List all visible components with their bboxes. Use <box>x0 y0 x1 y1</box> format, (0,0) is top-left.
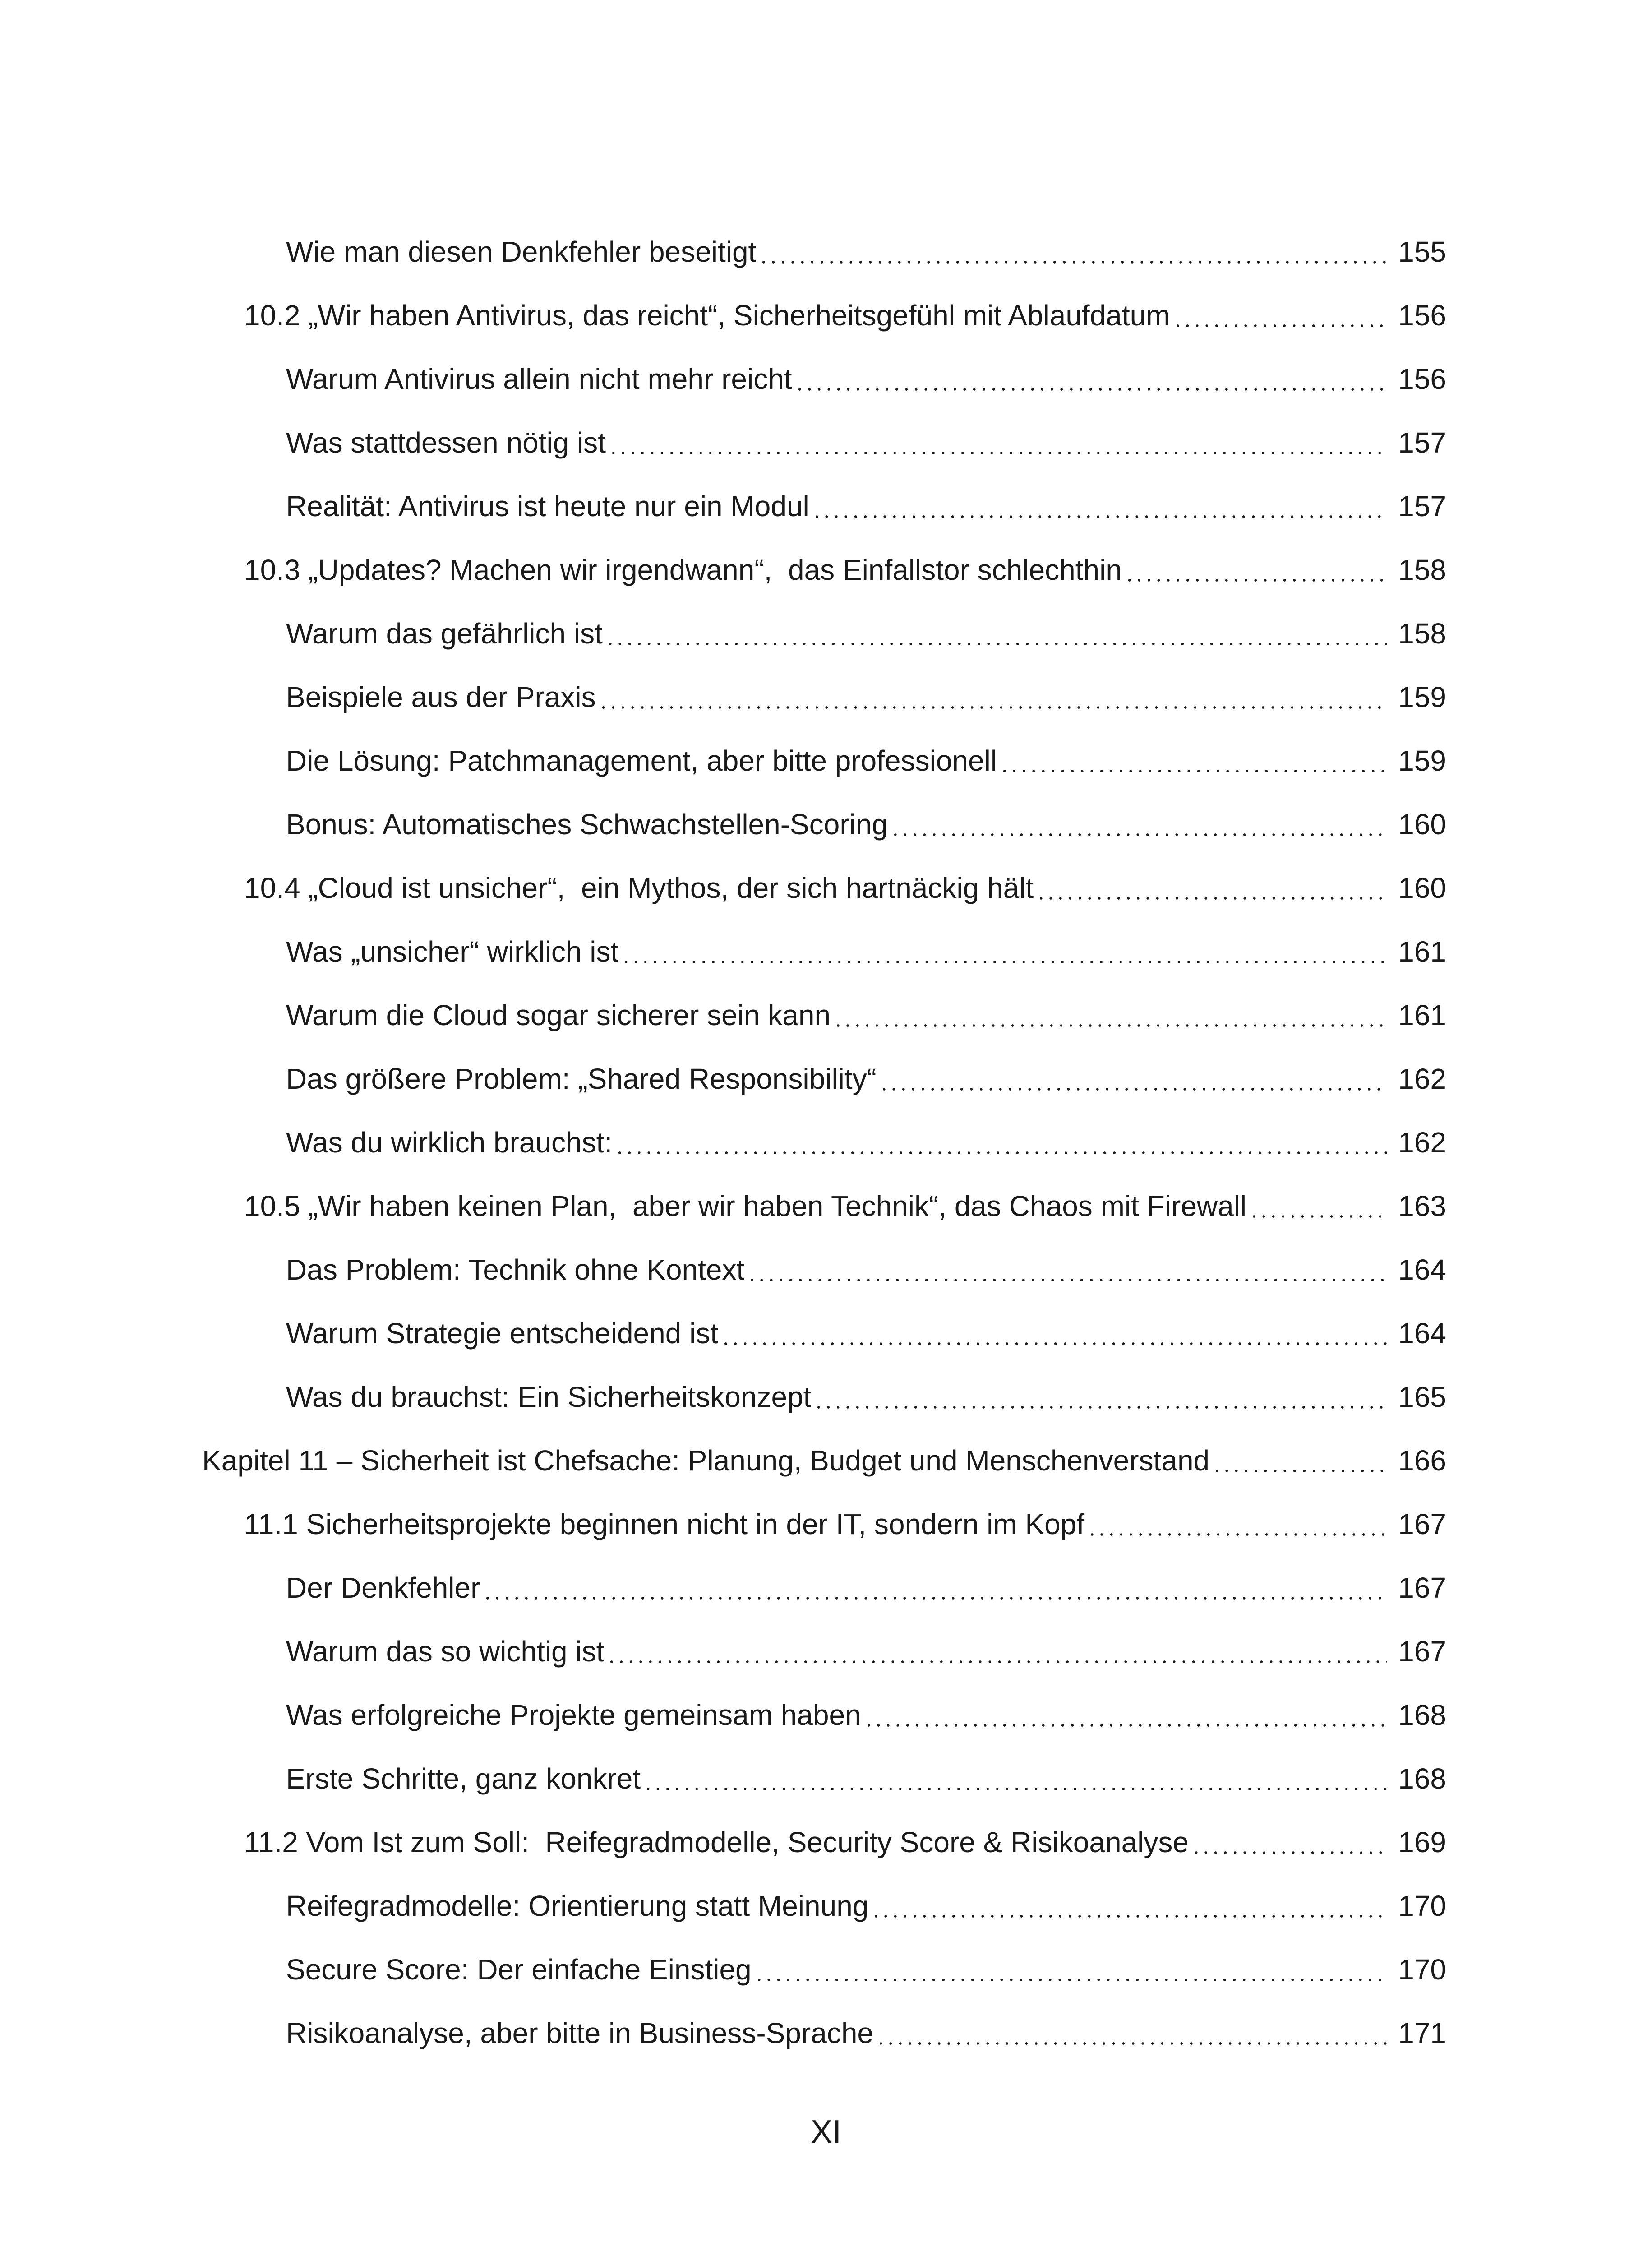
toc-entry-page-number: 160 <box>1398 872 1446 904</box>
toc-dot-leader <box>814 1379 1387 1415</box>
toc-entry[interactable] <box>286 2006 1446 2051</box>
toc-entry-page-number: 166 <box>1398 1444 1446 1477</box>
toc-entry[interactable] <box>244 288 1446 333</box>
toc-entry-title: Warum die Cloud sogar sicherer sein kann <box>286 999 831 1031</box>
toc-entry-page-number: 168 <box>1398 1699 1446 1731</box>
toc-entry-title: Warum Strategie entscheidend ist <box>286 1317 719 1350</box>
page-number: XI <box>810 2114 842 2150</box>
toc-entry-title: 10.3 „Updates? Machen wir irgendwann“, das Einfallstor schlechthin <box>244 554 1122 586</box>
toc-entry-page-number: 159 <box>1398 681 1446 713</box>
toc-entry-page-number: 157 <box>1398 490 1446 522</box>
toc-entry[interactable] <box>286 416 1446 461</box>
toc-dot-leader <box>1191 1824 1387 1860</box>
toc-entry-page-number: 170 <box>1398 1953 1446 1986</box>
toc-entry[interactable] <box>286 352 1446 397</box>
toc-dot-leader <box>754 1951 1387 1988</box>
toc-entry-page-number: 164 <box>1398 1253 1446 1286</box>
toc-entry[interactable] <box>286 1243 1446 1288</box>
toc-entry[interactable] <box>244 1815 1446 1860</box>
toc-entry-title: 10.2 „Wir haben Antivirus, das reicht“, Sicherheitsgefühl mit Ablaufdatum <box>244 299 1170 332</box>
toc-entry[interactable] <box>244 1497 1446 1542</box>
toc-entry-title: Was stattdessen nötig ist <box>286 426 606 459</box>
toc-entry[interactable] <box>286 479 1446 524</box>
toc-entry-page-number: 165 <box>1398 1381 1446 1413</box>
toc-entry-title: 11.1 Sicherheitsprojekte beginnen nicht in der IT, sondern im Kopf <box>244 1508 1085 1540</box>
toc-entry-title: Kapitel 11 – Sicherheit ist Chefsache: Planung, Budget und Menschenverstand <box>202 1444 1210 1477</box>
toc-dot-leader <box>599 679 1387 715</box>
toc-dot-leader <box>615 1124 1387 1160</box>
toc-entry-page-number: 157 <box>1398 426 1446 459</box>
toc-entry-page-number: 156 <box>1398 299 1446 332</box>
toc-dot-leader <box>721 1315 1387 1351</box>
toc-dot-leader <box>1173 297 1387 333</box>
toc-entry-title: Risikoanalyse, aber bitte in Business-Sprache <box>286 2017 873 2049</box>
toc-entry-title: Die Lösung: Patchmanagement, aber bitte professionell <box>286 744 997 777</box>
toc-dot-leader <box>891 806 1387 842</box>
toc-entry[interactable] <box>244 1179 1446 1224</box>
toc-dot-leader <box>879 1061 1387 1097</box>
toc-entry-title: Warum Antivirus allein nicht mehr reicht <box>286 363 792 395</box>
toc-entry-title: Was „unsicher“ wirklich ist <box>286 935 619 968</box>
toc-entry[interactable] <box>244 543 1446 588</box>
toc-entry-title: 11.2 Vom Ist zum Soll: Reifegradmodelle, Security Score & Risikoanalyse <box>244 1826 1189 1858</box>
toc-dot-leader <box>1087 1506 1387 1542</box>
toc-dot-leader <box>747 1252 1387 1288</box>
toc-entry[interactable] <box>286 988 1446 1033</box>
toc-entry-page-number: 158 <box>1398 554 1446 586</box>
toc-entry[interactable] <box>286 797 1446 842</box>
toc-dot-leader <box>759 234 1387 270</box>
toc-entry-title: Bonus: Automatisches Schwachstellen-Scoring <box>286 808 888 841</box>
toc-dot-leader <box>643 1761 1387 1797</box>
toc-entry-title: Der Denkfehler <box>286 1572 480 1604</box>
toc-dot-leader <box>1036 870 1387 906</box>
toc-entry-page-number: 159 <box>1398 744 1446 777</box>
toc-dot-leader <box>871 1888 1387 1924</box>
toc-dot-leader <box>812 488 1387 524</box>
toc-entry-page-number: 156 <box>1398 363 1446 395</box>
toc-entry-page-number: 169 <box>1398 1826 1446 1858</box>
toc-dot-leader <box>864 1697 1387 1733</box>
toc-entry-page-number: 155 <box>1398 236 1446 268</box>
toc-entry[interactable] <box>244 861 1446 906</box>
toc-entry-page-number: 160 <box>1398 808 1446 841</box>
toc-entry[interactable] <box>286 606 1446 652</box>
toc-entry[interactable] <box>286 1879 1446 1924</box>
toc-entry-title: Secure Score: Der einfache Einstieg <box>286 1953 752 1986</box>
toc-dot-leader <box>1125 552 1387 588</box>
toc-entry-title: Was du wirklich brauchst: <box>286 1126 613 1159</box>
toc-entry[interactable] <box>286 734 1446 779</box>
toc-entry[interactable] <box>286 1115 1446 1160</box>
toc-entry-page-number: 170 <box>1398 1890 1446 1922</box>
toc-entry-title: 10.4 „Cloud ist unsicher“, ein Mythos, der sich hartnäckig hält <box>244 872 1034 904</box>
toc-entry[interactable] <box>286 225 1446 270</box>
toc-entry-page-number: 161 <box>1398 935 1446 968</box>
toc-entry-title: Das größere Problem: „Shared Responsibility“ <box>286 1063 877 1095</box>
toc-entry-title: Was erfolgreiche Projekte gemeinsam haben <box>286 1699 861 1731</box>
toc-entry-page-number: 167 <box>1398 1635 1446 1668</box>
toc-entry-title: Reifegradmodelle: Orientierung statt Meinung <box>286 1890 869 1922</box>
toc-entry-page-number: 164 <box>1398 1317 1446 1350</box>
toc-entry-title: Beispiele aus der Praxis <box>286 681 596 713</box>
toc-entry-page-number: 162 <box>1398 1063 1446 1095</box>
toc-entry-title: Realität: Antivirus ist heute nur ein Modul <box>286 490 809 522</box>
toc-entry[interactable] <box>286 670 1446 715</box>
toc-entry[interactable] <box>286 1561 1446 1606</box>
toc-dot-leader <box>605 615 1387 652</box>
toc-entry-title: Was du brauchst: Ein Sicherheitskonzept <box>286 1381 812 1413</box>
toc-entry-title: Warum das gefährlich ist <box>286 617 603 650</box>
toc-entry[interactable] <box>286 1052 1446 1097</box>
toc-entry[interactable] <box>286 1370 1446 1415</box>
toc-entry-page-number: 168 <box>1398 1762 1446 1795</box>
toc-entry-title: Wie man diesen Denkfehler beseitigt <box>286 236 757 268</box>
toc-dot-leader <box>833 997 1387 1033</box>
toc-entry-page-number: 171 <box>1398 2017 1446 2049</box>
toc-entry-title: Das Problem: Technik ohne Kontext <box>286 1253 745 1286</box>
toc-entry-title: Warum das so wichtig ist <box>286 1635 605 1668</box>
toc-dot-leader <box>607 1633 1387 1669</box>
toc-entry-page-number: 161 <box>1398 999 1446 1031</box>
toc-entry-title: 10.5 „Wir haben keinen Plan, aber wir haben Technik“, das Chaos mit Firewall <box>244 1190 1247 1222</box>
toc-entry-page-number: 162 <box>1398 1126 1446 1159</box>
toc-dot-leader <box>609 425 1387 461</box>
toc-dot-leader <box>621 934 1387 970</box>
toc-dot-leader <box>876 2015 1387 2051</box>
toc-dot-leader <box>1249 1188 1387 1224</box>
toc-entry[interactable] <box>286 1624 1446 1669</box>
toc-entry-page-number: 163 <box>1398 1190 1446 1222</box>
toc-entry[interactable] <box>286 1752 1446 1797</box>
toc-entry[interactable] <box>202 1433 1446 1479</box>
toc-dot-leader <box>1212 1442 1387 1479</box>
toc-dot-leader <box>483 1570 1387 1606</box>
toc-entry-page-number: 167 <box>1398 1572 1446 1604</box>
toc-entry[interactable] <box>286 1688 1446 1733</box>
toc-entry-page-number: 158 <box>1398 617 1446 650</box>
toc-dot-leader <box>1000 743 1387 779</box>
toc-entry[interactable] <box>286 925 1446 970</box>
toc-dot-leader <box>795 361 1387 397</box>
toc-entry[interactable] <box>286 1306 1446 1351</box>
toc-entry[interactable] <box>286 1942 1446 1988</box>
toc-entry-page-number: 167 <box>1398 1508 1446 1540</box>
toc-entry-title: Erste Schritte, ganz konkret <box>286 1762 641 1795</box>
